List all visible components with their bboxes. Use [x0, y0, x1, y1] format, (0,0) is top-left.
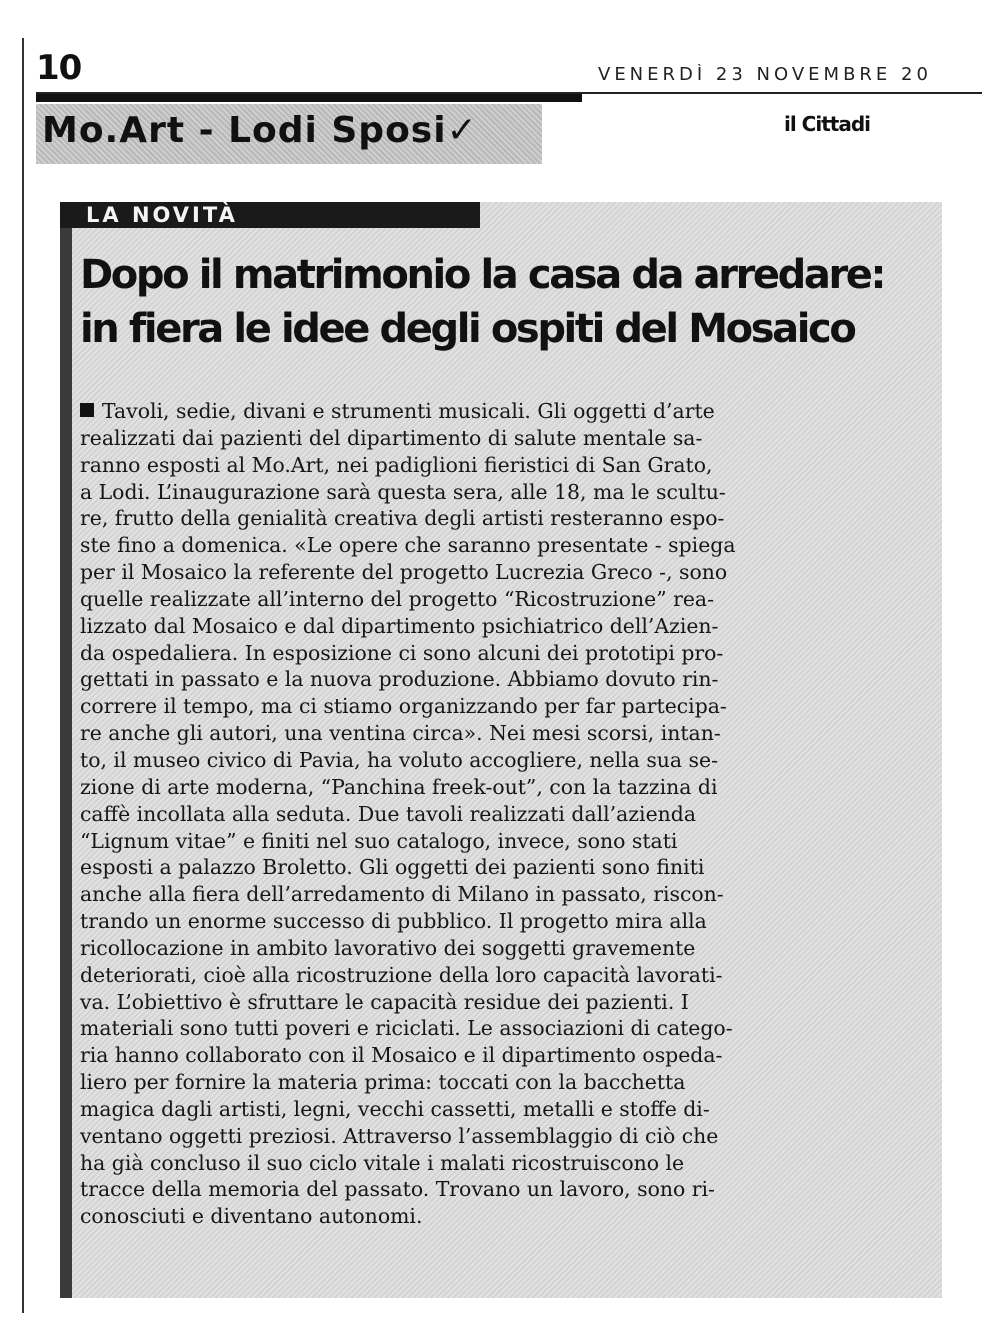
body-line: lizzato dal Mosaico e dal dipartimento psichiatrico dell’Azien- [80, 613, 719, 638]
body-line: deteriorati, cioè alla ricostruzione della loro capacità lavorati- [80, 962, 723, 987]
body-line: liero per fornire la materia prima: toccati con la bacchetta [80, 1070, 686, 1095]
dateline: VENERDÌ 23 NOVEMBRE 20 [598, 64, 932, 85]
article-clipping [60, 202, 942, 1298]
body-line: esposti a palazzo Broletto. Gli oggetti dei pazienti sono finiti [80, 855, 705, 880]
body-line: da ospedaliera. In esposizione ci sono alcuni dei prototipi pro- [80, 640, 724, 665]
header-thick-rule [36, 94, 582, 102]
body-line: realizzati dai pazienti del dipartimento di salute mentale sa- [80, 425, 703, 450]
body-line: ha già concluso il suo ciclo vitale i malati ricostruiscono le [80, 1150, 685, 1175]
headline-line: Dopo il matrimonio la casa da arredare: [80, 252, 885, 298]
body-line: a Lodi. L’inaugurazione sarà questa sera, alle 18, ma le scultu- [80, 479, 726, 504]
article-left-edge [60, 202, 72, 1298]
article-body [80, 398, 936, 1230]
kicker-label: LA NOVITÀ [86, 203, 238, 227]
body-line: Tavoli, sedie, divani e strumenti musicali. Gli oggetti d’arte [80, 398, 936, 425]
body-line: tracce della memoria del passato. Trovano un lavoro, sono ri- [80, 1177, 715, 1202]
body-line: per il Mosaico la referente del progetto Lucrezia Greco -, sono [80, 560, 728, 585]
page-margin-line [22, 38, 24, 1313]
body-line: to, il museo civico di Pavia, ha voluto accogliere, nella sua se- [80, 747, 718, 772]
headline-line: in fiera le idee degli ospiti del Mosaico [80, 306, 855, 352]
bullet-square-icon [80, 403, 94, 417]
headline [80, 248, 940, 356]
body-line: correre il tempo, ma ci stiamo organizzando per far partecipa- [80, 694, 727, 719]
body-line: magica dagli artisti, legni, vecchi cassetti, metalli e stoffe di- [80, 1096, 710, 1121]
body-line: ventano oggetti preziosi. Attraverso l’assemblaggio di ciò che [80, 1123, 719, 1148]
body-line: re, frutto della genialità creativa degli artisti resteranno espo- [80, 506, 725, 531]
body-line: zione di arte moderna, “Panchina freek-out”, con la tazzina di [80, 774, 718, 799]
body-line: trando un enorme successo di pubblico. Il progetto mira alla [80, 909, 707, 934]
body-line: gettati in passato e la nuova produzione. Abbiamo dovuto rin- [80, 667, 719, 692]
body-line: va. L’obiettivo è sfruttare le capacità residue dei pazienti. I [80, 989, 689, 1014]
body-line: conosciuti e diventano autonomi. [80, 1204, 423, 1229]
body-line: ste fino a domenica. «Le opere che saranno presentate - spiega [80, 533, 736, 558]
body-line: materiali sono tutti poveri e riciclati. Le associazioni di catego- [80, 1016, 733, 1041]
section-tag [36, 104, 542, 164]
body-line: re anche gli autori, una ventina circa». Nei mesi scorsi, intan- [80, 721, 721, 746]
body-line: ria hanno collaborato con il Mosaico e il dipartimento ospeda- [80, 1043, 723, 1068]
newspaper-name: il Cittadi [784, 112, 870, 136]
section-tag-label: Mo.Art - Lodi Sposi✓ [42, 110, 478, 151]
kicker-bar [60, 202, 480, 228]
body-line: “Lignum vitae” e finiti nel suo catalogo, invece, sono stati [80, 828, 678, 853]
body-line: caffè incollata alla seduta. Due tavoli realizzati dall’azienda [80, 801, 696, 826]
body-line: anche alla fiera dell’arredamento di Milano in passato, riscon- [80, 882, 724, 907]
body-line: quelle realizzate all’interno del progetto “Ricostruzione” rea- [80, 586, 714, 611]
body-line: ranno esposti al Mo.Art, nei padiglioni fieristici di San Grato, [80, 452, 713, 477]
body-line: ricollocazione in ambito lavorativo dei soggetti gravemente [80, 935, 696, 960]
page-number: 10 [36, 48, 82, 88]
